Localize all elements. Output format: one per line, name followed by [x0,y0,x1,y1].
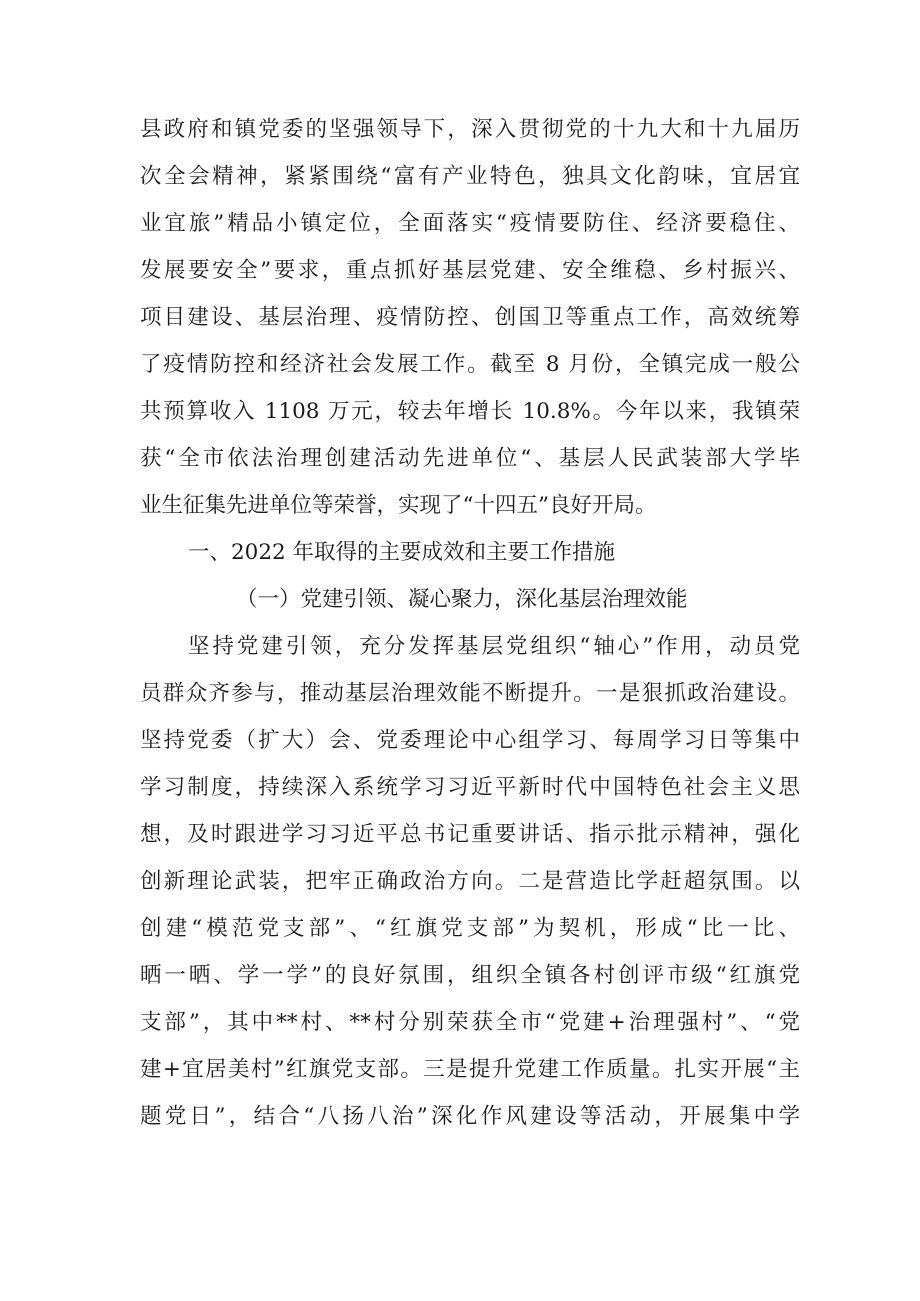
paragraph1-line-7: 共预算收入 1108 万元，较去年增长 10.8%。今年以来，我镇荣 [140,399,800,424]
paragraph2-line-5: 想，及时跟进学习习近平总书记重要讲话、指示批示精神，强化 [140,822,800,847]
paragraph1-line-8: 获“全市依法治理创建活动先进单位“、基层人民武装部大学毕 [140,446,800,471]
paragraph1-line-3: 业宜旅”精品小镇定位，全面落实“疫情要防住、经济要稳住、 [140,211,800,236]
paragraph2-line-9: 支部”，其中**村、**村分别荣获全市“党建+治理强村”、“党 [140,1010,800,1035]
paragraph1-line-5: 项目建设、基层治理、疫情防控、创国卫等重点工作，高效统筹 [140,305,800,330]
section-heading: 一、2022 年取得的主要成效和主要工作措施 [188,540,616,565]
paragraph2-line-8: 晒一晒、学一学”的良好氛围，组织全镇各村创评市级“红旗党 [140,963,800,988]
paragraph1-line-1: 县政府和镇党委的坚强领导下，深入贯彻党的十九大和十九届历 [140,117,800,142]
paragraph2-line-11: 题党日”，结合“八扬八治”深化作风建设等活动，开展集中学 [140,1104,800,1129]
paragraph1-line-4: 发展要安全”要求，重点抓好基层党建、安全维稳、乡村振兴、 [140,258,800,283]
paragraph1-line-9: 业生征集先进单位等荣誉，实现了“十四五”良好开局。 [140,493,657,518]
paragraph2-line-7: 创建“模范党支部”、“红旗党支部”为契机，形成“比一比、 [140,916,800,941]
subsection-heading: （一）党建引领、凝心聚力，深化基层治理效能 [236,587,688,612]
paragraph2-line-1: 坚持党建引领，充分发挥基层党组织“轴心”作用，动员党 [188,634,800,659]
paragraph2-line-4: 学习制度，持续深入系统学习习近平新时代中国特色社会主义思 [140,775,800,800]
paragraph1-line-2: 次全会精神，紧紧围绕“富有产业特色，独具文化韵味，宜居宜 [140,164,800,189]
paragraph2-line-3: 坚持党委（扩大）会、党委理论中心组学习、每周学习日等集中 [140,728,800,753]
paragraph1-line-6: 了疫情防控和经济社会发展工作。截至 8 月份，全镇完成一般公 [140,352,800,377]
paragraph2-line-10: 建+宜居美村”红旗党支部。三是提升党建工作质量。扎实开展“主 [140,1057,800,1082]
paragraph2-line-6: 创新理论武装，把牢正确政治方向。二是营造比学赶超氛围。以 [140,869,800,894]
paragraph2-line-2: 员群众齐参与，推动基层治理效能不断提升。一是狠抓政治建设。 [140,681,800,706]
